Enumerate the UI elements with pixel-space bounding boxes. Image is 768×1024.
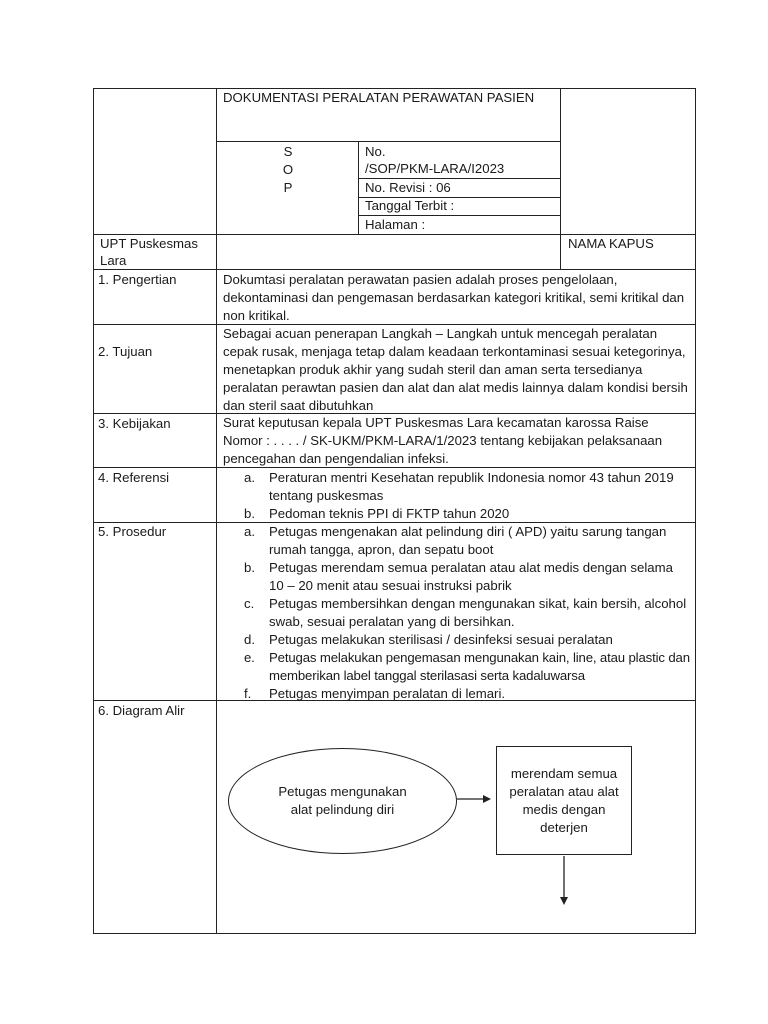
sop-letter-o: O [282,162,294,177]
list-item [244,631,691,649]
flow-node-soak [496,746,632,855]
divider-institution [93,269,696,270]
institution-name-line1: UPT Puskesmas [100,236,198,251]
list-item-text: Petugas membersihkan dengan mengunakan sikat, kain bersih, alcohol swab, sesuai peralatan yang di bersihkan. [269,596,687,629]
no-value: /SOP/PKM-LARA/I2023 [365,161,505,176]
list-item [244,685,691,703]
list-item-text: Petugas melakukan sterilisasi / desinfeksi sesuai peralatan [269,632,613,647]
list-marker: d. [244,632,255,647]
list-item-text: Petugas melakukan pengemasan mengunakan kain, line, atau plastic dan memberikan label tanggal sterilasasi serta kadaluwarsa [269,650,690,683]
section-label-diagram: 6. Diagram Alir [98,703,185,718]
section-label-referensi: 4. Referensi [98,470,170,485]
referensi-list [244,469,689,523]
tanggal-terbit: Tanggal Terbit : [365,198,455,213]
tujuan-text: Sebagai acuan penerapan Langkah – Langkah untuk mencegah peralatan cepak rusak, menjaga tetap dalam keadaan terkontaminasi sesuai ketegorinya, menetapkan produk akhir yang sudah steril dan aman serta tersedianya peralatan perawtan pasien dan alat dan alat medis lainnya dalam kondisi bersih dan steril saat dibutuhkan [223,326,688,413]
list-marker: a. [244,470,255,485]
list-item [244,523,691,559]
border-right [695,88,696,934]
list-marker: e. [244,650,255,665]
section-label-pengertian: 1. Pengertian [98,272,177,287]
list-marker: a. [244,524,255,539]
list-item [244,595,691,631]
list-item [244,505,689,523]
kebijakan-text: Surat keputusan kepala UPT Puskesmas Lara kecamatan karossa Raise Nomor : . . . . / SK-UKM/PKM-LARA/1/2023 tentang kebijakan pelaksanaan pencegahan dan pengendalian infeksi. [223,415,663,466]
list-marker: b. [244,506,255,521]
arrow-down-icon [560,856,568,905]
flow-node-soak-text: merendam semua peralatan atau alat medis dengan deterjen [509,765,619,835]
list-marker: c. [244,596,255,611]
border-left [93,88,94,934]
list-item [244,469,689,505]
list-item-text: Petugas merendam semua peralatan atau alat medis dengan selama 10 – 20 menit atau sesuai instruksi pabrik [269,560,673,593]
list-item [244,649,691,685]
no-label: No. [365,144,386,159]
sop-letter-s: S [283,144,293,159]
section-label-prosedur: 5. Prosedur [98,524,167,539]
arrow-right-icon [457,795,491,803]
prosedur-list [244,523,691,703]
divider-title [216,141,561,142]
section-label-kebijakan: 3. Kebijakan [98,416,171,431]
flow-node-start [228,748,457,854]
col-divider-sop [358,141,359,235]
institution-name-line2: Lara [100,253,127,268]
section-label-tujuan: 2. Tujuan [98,344,153,359]
revisi-value: No. Revisi : 06 [365,180,451,195]
flow-node-start-text: Petugas mengunakan alat pelindung diri [278,784,407,817]
list-item [244,559,691,595]
list-marker: b. [244,560,255,575]
col-divider-label [216,88,217,934]
document-title: DOKUMENTASI PERALATAN PERAWATAN PASIEN [223,90,535,105]
halaman: Halaman : [365,217,426,232]
pengertian-text: Dokumtasi peralatan perawatan pasien adalah proses pengelolaan, dekontaminasi dan pengemasan berdasarkan kategori kritikal, semi kritikal dan non kritikal. [223,272,685,323]
list-marker: f. [244,686,252,701]
col-divider-right [560,88,561,270]
border-bottom [93,933,696,934]
nama-kapus: NAMA KAPUS [568,236,654,251]
list-item-text: Peraturan mentri Kesehatan republik Indonesia nomor 43 tahun 2019 tentang puskesmas [269,470,674,503]
list-item-text: Petugas menyimpan peralatan di lemari. [269,686,506,701]
sop-letter-p: P [283,180,293,195]
list-item-text: Pedoman teknis PPI di FKTP tahun 2020 [269,506,510,521]
list-item-text: Petugas mengenakan alat pelindung diri ( APD) yaitu sarung tangan rumah tangga, apron, dan sepatu boot [269,524,667,557]
